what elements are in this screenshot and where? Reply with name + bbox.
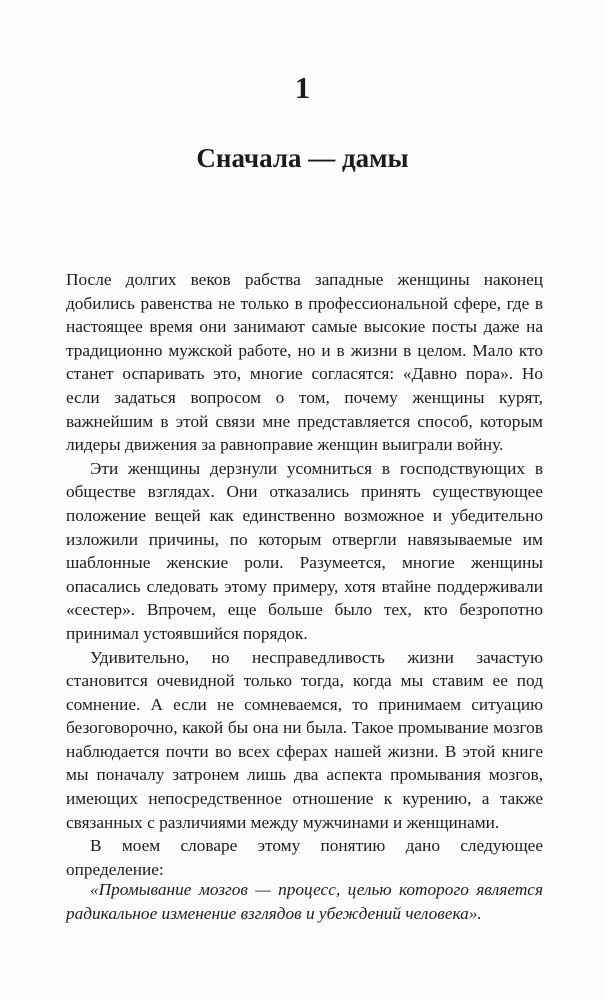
paragraph: В моем словаре этому понятию дано следующее определение: — [66, 836, 543, 879]
body-text — [66, 268, 543, 881]
chapter-number: 1 — [294, 70, 311, 105]
definition-quote — [66, 878, 543, 925]
quote-text: «Промывание мозгов — процесс, целью которого является радикальное изменение взглядов и убеждений человека». — [66, 880, 543, 923]
chapter-title: Сначала — дамы — [196, 143, 409, 173]
paragraph: Удивительно, но несправедливость жизни зачастую становится очевидной только тогда, когда мы ставим ее под сомнение. А если не сомневаемся, то принимаем ситуацию безоговорочно, какой бы она ни была. Такое промывание мозгов наблюдается почти во всех сферах нашей жизни. В этой книге мы поначалу затронем лишь два аспекта промывания мозгов, имеющих непосредственное отношение к курению, а также связанных с различиями между мужчинами и женщинами. — [66, 647, 543, 832]
paragraph: Эти женщины дерзнули усомниться в господствующих в обществе взглядах. Они отказались принять существующее положение вещей как единственно возможное и убедительно изложили причины, по которым отвергли навязываемые им шаблонные женские роли. Разумеется, многие женщины опасались следовать этому примеру, хотя втайне поддерживали «сестер». Впрочем, еще больше было тех, кто безропотно принимал устоявшийся порядок. — [66, 458, 543, 643]
paragraph: После долгих веков рабства западные женщины наконец добились равенства не только в профессиональной сфере, где в настоящее время они занимают самые высокие посты даже на традиционно мужской работе, но и в жизни в целом. Мало кто станет оспаривать это, многие согласятся: «Давно пора». Но если задаться вопросом о том, почему женщины курят, важнейшим в этой связи мне представляется способ, которым лидеры движения за равноправие женщин выиграли войну. — [66, 270, 543, 455]
